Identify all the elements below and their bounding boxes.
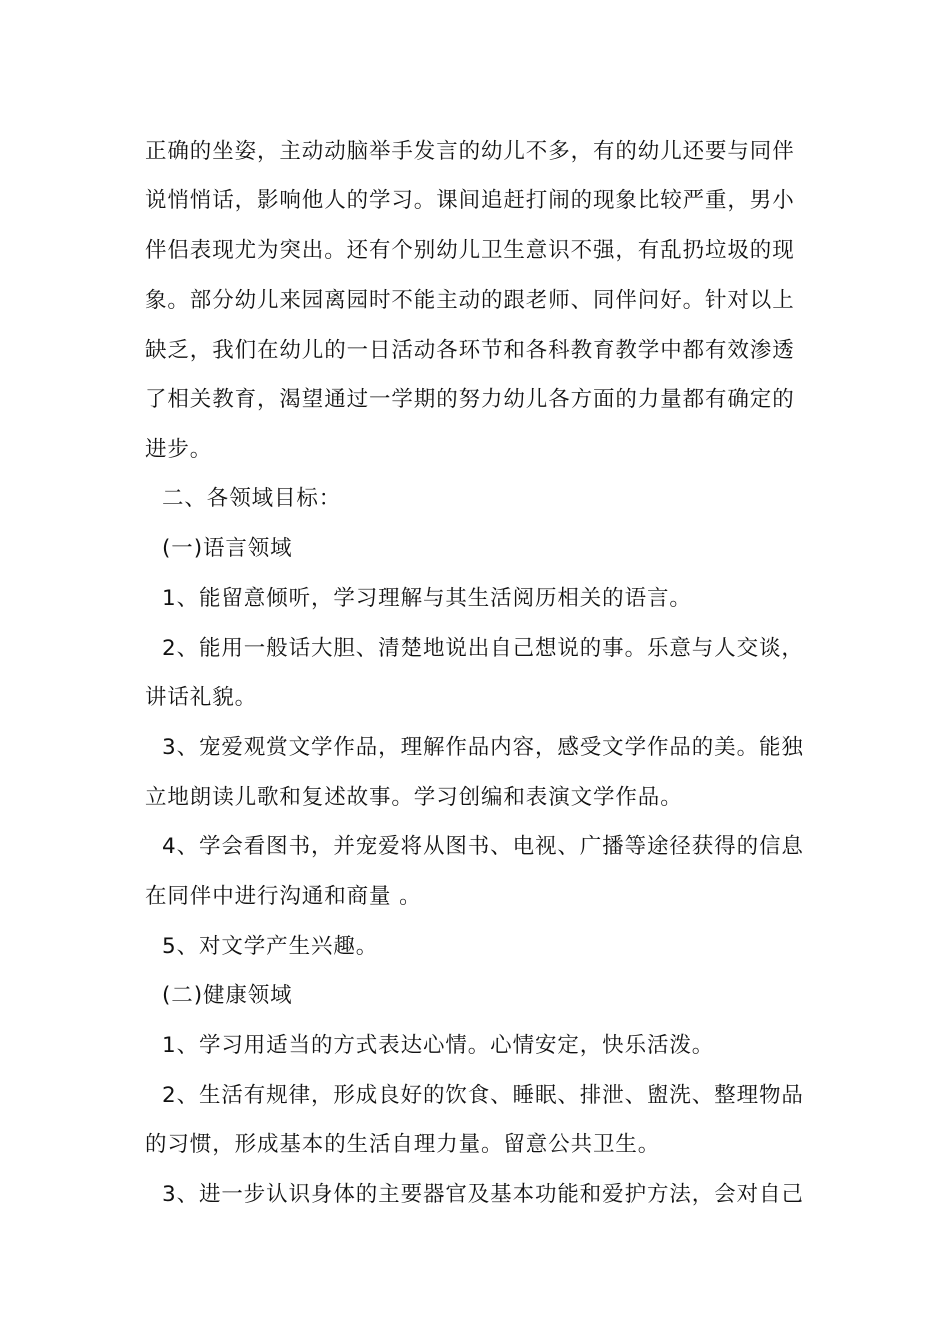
- list-item: 2、能用一般话大胆、清楚地说出自己想说的事。乐意与人交谈，: [162, 636, 804, 661]
- paragraph-line: 缺乏，我们在幼儿的一日活动各环节和各科教育教学中都有效渗透: [145, 338, 795, 363]
- list-item-continuation: 在同伴中进行沟通和商量 。: [145, 884, 422, 909]
- list-item: 5、对文学产生兴趣。: [162, 934, 379, 959]
- list-item-continuation: 讲话礼貌。: [145, 685, 258, 710]
- list-item-continuation: 立地朗读儿歌和复述故事。学习创编和表演文学作品。: [145, 785, 683, 810]
- paragraph-line: 了相关教育，渴望通过一学期的努力幼儿各方面的力量都有确定的: [145, 387, 795, 412]
- list-item: 3、进一步认识身体的主要器官及基本功能和爱护方法，会对自己: [162, 1182, 804, 1207]
- list-item: 2、生活有规律，形成良好的饮食、睡眠、排泄、盥洗、整理物品: [162, 1083, 804, 1108]
- paragraph-line: 伴侣表现尤为突出。还有个别幼儿卫生意识不强，有乱扔垃圾的现: [145, 238, 795, 263]
- paragraph-line: 进步。: [145, 437, 213, 462]
- section-heading: 二、各领域目标：: [162, 486, 342, 511]
- subsection-heading: (二)健康领域: [162, 983, 293, 1008]
- list-item-continuation: 的习惯，形成基本的生活自理力量。留意公共卫生。: [145, 1132, 661, 1157]
- paragraph-line: 说悄悄话，影响他人的学习。课间追赶打闹的现象比较严重，男小: [145, 188, 795, 213]
- list-item: 1、学习用适当的方式表达心情。心情安定，快乐活泼。: [162, 1033, 715, 1058]
- list-item: 1、能留意倾听，学习理解与其生活阅历相关的语言。: [162, 586, 692, 611]
- list-item: 3、宠爱观赏文学作品，理解作品内容，感受文学作品的美。能独: [162, 735, 804, 760]
- paragraph-line: 象。部分幼儿来园离园时不能主动的跟老师、同伴问好。针对以上: [145, 288, 795, 313]
- paragraph-line: 正确的坐姿，主动动脑举手发言的幼儿不多，有的幼儿还要与同伴: [145, 139, 795, 164]
- subsection-heading: (一)语言领域: [162, 536, 293, 561]
- list-item: 4、学会看图书，并宠爱将从图书、电视、广播等途径获得的信息: [162, 834, 804, 859]
